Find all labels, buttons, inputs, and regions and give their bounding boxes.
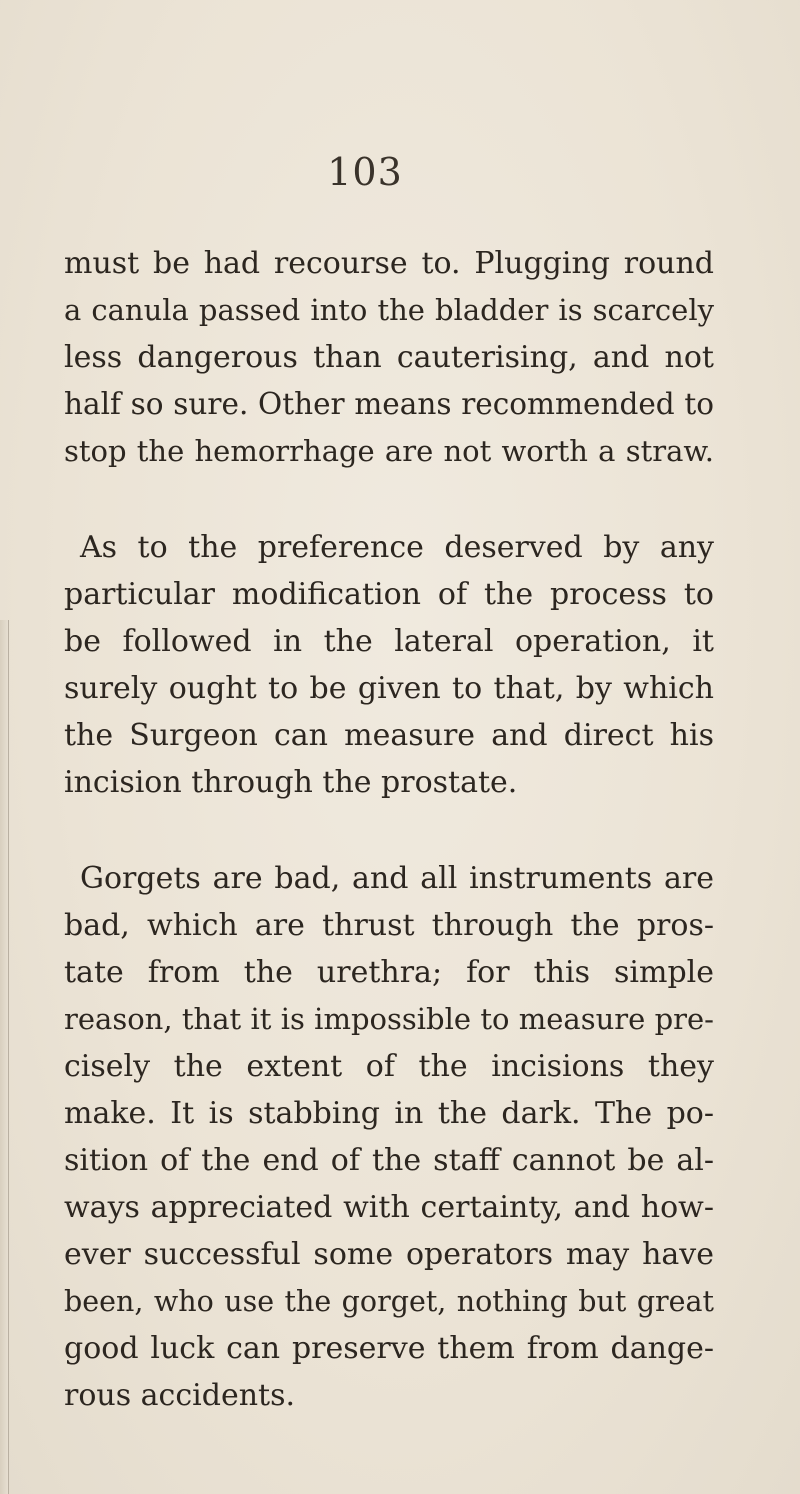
text-line: bad, which are thrust through the pros- [64, 908, 714, 943]
text-line: been, who use the gorget, nothing but great [64, 1285, 714, 1318]
text-line: incision through the prostate. [64, 765, 518, 800]
text-line: stop the hemorrhage are not worth a straw. [64, 434, 714, 468]
text-line: reason, that it is impossible to measure pre- [64, 1002, 714, 1036]
text-line: sition of the end of the staff cannot be al- [64, 1143, 714, 1178]
paragraph-2 [64, 524, 714, 806]
text-line: make. It is stabbing in the dark. The po- [64, 1096, 714, 1131]
paragraph-3 [64, 855, 714, 1419]
text-line: must be had recourse to. Plugging round [64, 246, 714, 281]
text-line: cisely the extent of the incisions they [64, 1049, 714, 1084]
text-line: ways appreciated with certainty, and how- [64, 1190, 714, 1225]
text-line: less dangerous than cauterising, and not [64, 340, 714, 375]
text-line: a canula passed into the bladder is scarcely [64, 293, 714, 327]
text-line: good luck can preserve them from dange- [64, 1331, 714, 1366]
text-line: be followed in the lateral operation, it [64, 624, 714, 659]
text-line: particular modification of the process to [64, 577, 714, 612]
text-line: the Surgeon can measure and direct his [64, 718, 714, 753]
text-line: ever successful some operators may have [64, 1237, 714, 1272]
body-text [64, 240, 714, 1468]
page-number: 103 [327, 150, 403, 194]
text-line: As to the preference deserved by any [80, 530, 714, 565]
text-line: rous accidents. [64, 1378, 296, 1413]
text-line: surely ought to be given to that, by which [64, 671, 714, 706]
text-line: tate from the urethra; for this simple [64, 955, 714, 990]
paragraph-1 [64, 240, 714, 475]
page-edge [0, 620, 9, 1494]
text-line: half so sure. Other means recommended to [64, 387, 714, 421]
text-line: Gorgets are bad, and all instruments are [80, 861, 714, 896]
